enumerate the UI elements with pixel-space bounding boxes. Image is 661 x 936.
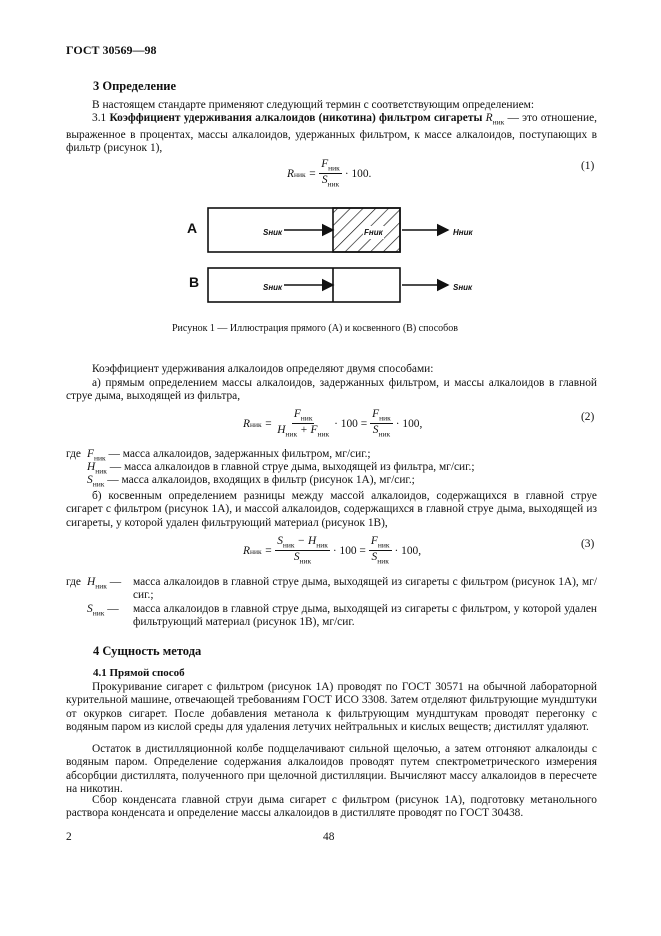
eq2-end: · 100,	[395, 418, 423, 431]
eq1-den-sub: ник	[327, 179, 340, 189]
equation-2: R ник = $\frac{F_{ник}}{H_{ник} + F_{ник}}$ · 100 = $\frac{F_{ник}}{S_{ник}}$ · 100,	[243, 408, 423, 439]
definition-rest: — это отношение, выраженное в процентах, массы алкалоидов, удержанных фильтром, к массе алкалоидов, поступающих в фильтр (рисунок 1),	[66, 112, 597, 155]
where2-item-3-text: — масса алкалоидов, входящих в фильтр (рисунок 1А), мг/сиг.;	[107, 474, 415, 486]
figure-a-h-label: Hник	[453, 228, 473, 237]
equation-3: R ник = $\frac{S_{ник} - H_{ник}}{S_{ник}}$ · 100 = $\frac{F_{ник}}{S_{ник}}$ · 100,	[243, 535, 422, 566]
eq2-den1-sub: ник	[285, 429, 298, 439]
where2-item-2-symbol: H	[87, 461, 96, 473]
eq2-lhs: R	[243, 418, 250, 431]
eq2-den1-plus: + F	[299, 424, 318, 437]
where3-item-1-symbol-wrap: $H_{ник}$ —	[87, 576, 122, 591]
equation-1-number: (1)	[581, 160, 595, 172]
figure-b-s-label: Sник	[263, 283, 283, 292]
section-4-paragraph-1: Прокуривание сигарет с фильтром (рисунок 1А) проводят по ГОСТ 30571 на обычной лабораторной курительной машине, отвечающей требованиям ГОСТ ИСО 3308. Затем отделяют фильтрующие мундштуки от окурков сигарет. После добавления метанола к фильтрующим мундштукам проводят перегонку с водяным паром из кислой среды для удаления летучих нейтральных и кислых веществ; дистиллят удаляют.	[66, 681, 597, 734]
eq3-num1: S	[277, 535, 283, 547]
figure-label-a: A	[187, 220, 198, 236]
eq3-lhs: R	[243, 545, 250, 558]
section-3-heading: 3 Определение	[93, 79, 177, 93]
method-b-text: б) косвенным определением разницы между массой алкалоидов, содержащихся в главной струе сигарет с фильтром (рисунок 1А), и массой алкалоидов, содержащихся в главной струе дыма, выходящей из сигареты, у которой удален фильтрующий материал (рисунок 1В),	[66, 490, 597, 529]
eq2-den1-sub2: ник	[317, 429, 330, 439]
eq1-fraction	[319, 159, 342, 191]
eq2-num1: F	[293, 408, 301, 420]
eq1-lhs: R	[287, 168, 294, 181]
eq1-num-sub: ник	[328, 163, 340, 173]
definition-prefix: 3.1	[92, 112, 110, 124]
where2-item-1-text: — масса алкалоидов, задержанных фильтром, мг/сиг.;	[108, 448, 371, 460]
eq2-num2: F	[372, 408, 380, 420]
definition-symbol-sub: ник	[492, 117, 505, 127]
section-3-intro: В настоящем стандарте применяют следующий термин с соответствующим определением:	[92, 99, 535, 111]
eq2-fraction-1	[275, 409, 331, 441]
figure-a-f-label: Fник	[363, 226, 384, 239]
definition-symbol: R	[485, 112, 493, 124]
section-4-paragraph-3: Сбор конденсата главной струи дыма сигарет с фильтром (рисунок 1А), подготовку метанольного раствора конденсата и определение массы алкалоидов в дистилляте проводят по ГОСТ 30438.	[66, 794, 597, 820]
where3-prefix: где	[66, 576, 81, 588]
eq3-mult: · 100 =	[332, 545, 366, 558]
equation-1: R ник = $\frac{F_{ник}}{S_{ник}}$ · 100.	[287, 158, 372, 189]
where2-prefix: где	[66, 448, 81, 460]
where2-item-3	[87, 474, 597, 491]
figure-b-s-out-label: Sник	[453, 283, 473, 292]
eq3-end: · 100,	[394, 545, 422, 558]
eq3-den1-sub: ник	[299, 556, 312, 566]
where3-item-1-text: масса алкалоидов в главной струе дыма, выходящей из сигареты с фильтром (рисунок 1А), мг/сиг.;	[133, 576, 597, 602]
method-a-text: а) прямым определением массы алкалоидов, задержанных фильтром, и массы алкалоидов в главной струе дыма, выходящей из фильтра,	[66, 377, 597, 403]
definition-term: Коэффициент удерживания алкалоидов (никотина) фильтром сигареты	[109, 112, 483, 124]
figure-a-s-label: Sник	[263, 228, 283, 237]
eq3-lhs-sub: ник	[249, 547, 262, 557]
equation-2-number: (2)	[581, 411, 595, 423]
where2-item-1-sub: ник	[93, 453, 106, 463]
where3-item-2-text: масса алкалоидов в главной струе дыма, выходящей из сигареты с фильтром, у которой удален фильтрующий материал (рисунок 1В), мг/сиг.	[133, 603, 597, 629]
eq2-num2-sub: ник	[379, 413, 391, 423]
where2-item-1-symbol: F	[87, 448, 94, 460]
page-number-center: 48	[323, 831, 335, 843]
figure-1-caption: Рисунок 1 — Иллюстрация прямого (А) и косвенного (В) способов	[172, 323, 458, 334]
eq2-fraction-2	[370, 409, 393, 441]
eq2-mult: · 100 =	[334, 418, 368, 431]
where3-item-1-symbol: H	[87, 576, 96, 588]
figure-1-diagram	[180, 200, 500, 310]
where3-item-2-sub: ник	[92, 608, 105, 618]
eq3-num1-minus: − H	[297, 535, 317, 547]
eq3-den2-sub: ник	[377, 556, 389, 566]
eq2-lhs-sub: ник	[249, 420, 262, 430]
where3-item-2-symbol: S	[87, 603, 93, 615]
document-header: ГОСТ 30569—98	[66, 43, 157, 57]
definition-paragraph	[66, 112, 597, 156]
where2-item-3-sub: ник	[92, 479, 105, 489]
eq1-num: F	[321, 158, 329, 170]
eq3-num2: F	[370, 535, 378, 547]
eq1-mult: · 100.	[344, 168, 372, 181]
eq3-fraction-2	[369, 536, 392, 568]
section-4-paragraph-2: Остаток в дистилляционной колбе подщелачивают сильной щелочью, а затем отгоняют алкалоиды с водяным паром. Определение содержания алкалоидов проводят путем спектрометрического измерения абсорбции дистиллята, полученного при щелочной дистилляции. Вычисляют массу алкалоидов в пересчете на никотин.	[66, 743, 597, 796]
figure-label-b: B	[189, 274, 200, 290]
eq3-den2: S	[371, 551, 378, 564]
page-number-left: 2	[66, 831, 72, 843]
eq2-num1-sub: ник	[300, 413, 313, 423]
where2-item-2-sub: ник	[95, 466, 107, 476]
eq3-fraction-1	[275, 536, 330, 568]
where2-item-2-text: — масса алкалоидов в главной струе дыма, выходящей из фильтра, мг/сиг.;	[109, 461, 475, 473]
section-4-1-heading: 4.1 Прямой способ	[93, 667, 185, 679]
eq3-num1-sub: ник	[282, 540, 295, 550]
equation-3-number: (3)	[581, 538, 595, 550]
methods-intro: Коэффициент удерживания алкалоидов определяют двумя способами:	[92, 363, 434, 375]
section-4-heading: 4 Сущность метода	[93, 644, 202, 658]
eq3-num2-sub: ник	[377, 540, 390, 550]
where3-item-2-symbol-wrap: $S_{ник}$ —	[87, 603, 119, 618]
eq3-den1: S	[293, 551, 300, 564]
where2-item-3-symbol: S	[87, 474, 93, 486]
eq1-den: S	[321, 174, 328, 187]
eq2-den1: H	[277, 424, 286, 437]
eq2-den2-sub: ник	[378, 429, 391, 439]
eq1-lhs-sub: ник	[293, 170, 306, 180]
eq3-num1-sub2: ник	[316, 540, 328, 550]
eq2-den2: S	[372, 424, 379, 437]
where3-item-1-sub: ник	[95, 581, 107, 591]
